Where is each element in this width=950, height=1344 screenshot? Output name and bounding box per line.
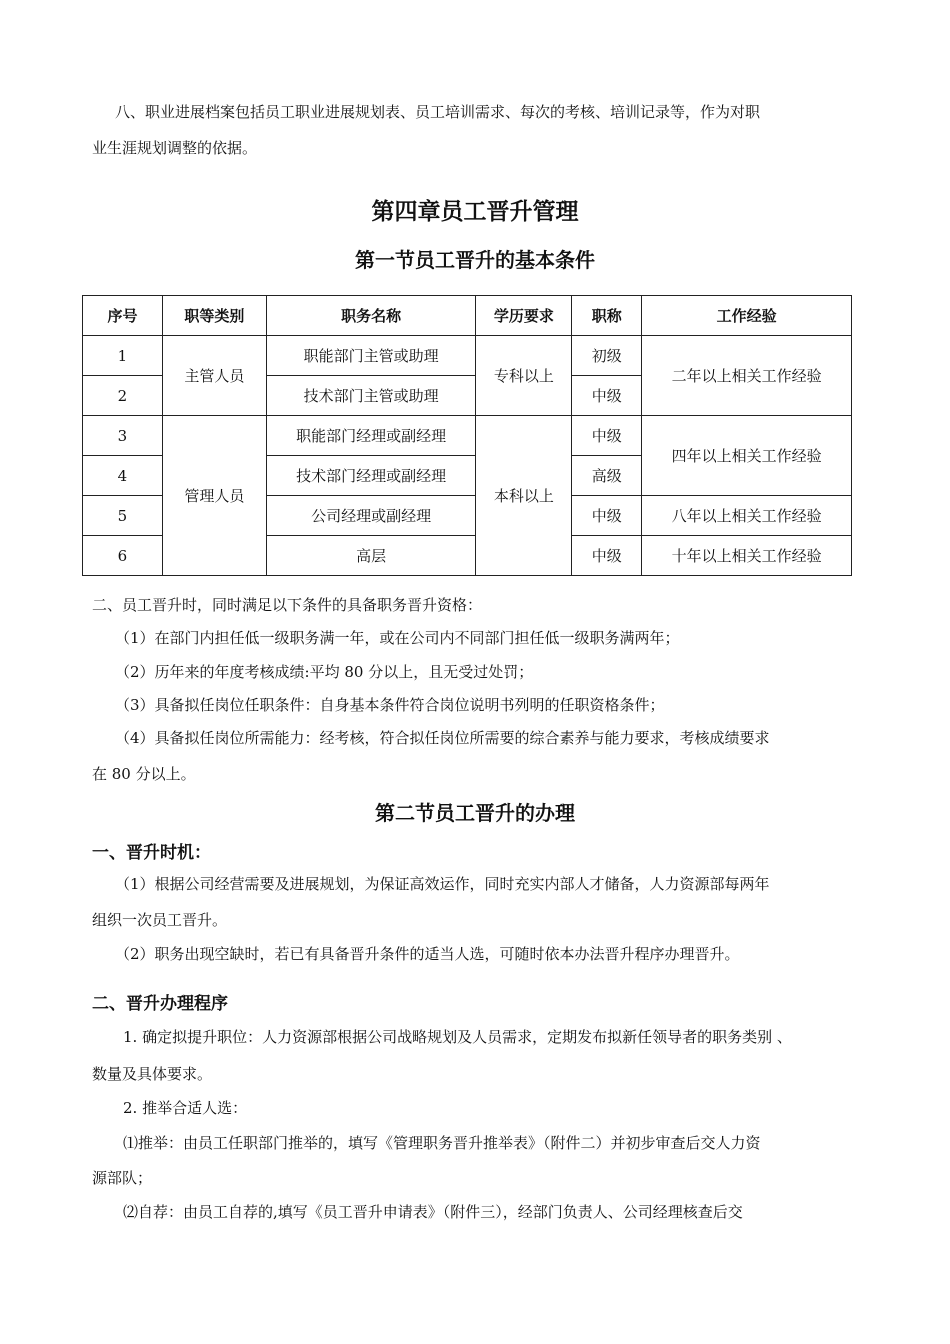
row-number: 2 xyxy=(83,376,163,416)
procedure-step-1-line-2: 数量及具体要求。 xyxy=(92,1065,213,1083)
table-row xyxy=(83,416,852,456)
procedure-step-2b: ⑵自荐：由员工自荐的,填写《员工晋升申请表》（附件三），经部门负责人、公司经理核查后交 xyxy=(123,1203,743,1221)
table-row xyxy=(83,336,852,376)
timing-2: （2）职务出现空缺时，若已有具备晋升条件的适当人选，可随时依本办法晋升程序办理晋升。 xyxy=(115,945,740,963)
timing-1-line-1: （1）根据公司经营需要及进展规划，为保证高效运作，同时充实内部人才储备，人力资源部每两年 xyxy=(115,875,770,893)
row-number: 3 xyxy=(83,416,163,456)
header-cell: 工作经验 xyxy=(642,296,852,336)
education-cell: 专科以上 xyxy=(476,336,572,416)
conditions-lead: 二、员工晋升时，同时满足以下条件的具备职务晋升资格： xyxy=(92,596,483,614)
title-cell: 初级 xyxy=(572,336,642,376)
timing-1-line-2: 组织一次员工晋升。 xyxy=(92,911,228,929)
chapter-title: 第四章员工晋升管理 xyxy=(371,199,579,225)
title-cell: 中级 xyxy=(572,416,642,456)
title-cell: 中级 xyxy=(572,376,642,416)
row-number: 1 xyxy=(83,336,163,376)
education-cell: 本科以上 xyxy=(476,416,572,576)
title-cell: 中级 xyxy=(572,496,642,536)
title-cell: 高级 xyxy=(572,456,642,496)
experience-cell: 八年以上相关工作经验 xyxy=(642,496,852,536)
position-cell: 职能部门经理或副经理 xyxy=(266,416,476,456)
procedure-heading: 二、晋升办理程序 xyxy=(92,994,228,1014)
timing-heading: 一、晋升时机： xyxy=(92,843,211,863)
header-cell: 职务名称 xyxy=(266,296,476,336)
intro-line-1: 八、职业进展档案包括员工职业进展规划表、员工培训需求、每次的考核、培训记录等，作为对职 xyxy=(115,103,761,121)
condition-4-line-1: （4）具备拟任岗位所需能力：经考核，符合拟任岗位所需要的综合素养与能力要求，考核成绩要求 xyxy=(115,729,770,747)
condition-4-line-2: 在 80 分以上。 xyxy=(92,765,196,783)
row-number: 4 xyxy=(83,456,163,496)
position-cell: 技术部门经理或副经理 xyxy=(266,456,476,496)
procedure-step-2a-line-2: 源部队； xyxy=(92,1169,153,1187)
header-cell: 职称 xyxy=(572,296,642,336)
row-number: 6 xyxy=(83,536,163,576)
category-cell: 主管人员 xyxy=(162,336,266,416)
experience-cell: 四年以上相关工作经验 xyxy=(642,416,852,496)
category-cell: 管理人员 xyxy=(162,416,266,576)
header-cell: 学历要求 xyxy=(476,296,572,336)
condition-1: （1）在部门内担任低一级职务满一年，或在公司内不同部门担任低一级职务满两年； xyxy=(115,629,680,647)
procedure-step-2a-line-1: ⑴推举：由员工任职部门推举的，填写《管理职务晋升推举表》（附件二）并初步审查后交人力资 xyxy=(123,1134,761,1152)
procedure-step-2: 2. 推举合适人选： xyxy=(123,1099,248,1117)
procedure-step-1-line-1: 1. 确定拟提升职位：人力资源部根据公司战略规划及人员需求，定期发布拟新任领导者的职务类别 、 xyxy=(123,1028,792,1046)
header-cell: 序号 xyxy=(83,296,163,336)
section-title-2: 第二节员工晋升的办理 xyxy=(375,801,575,825)
position-cell: 高层 xyxy=(266,536,476,576)
title-cell: 中级 xyxy=(572,536,642,576)
condition-3: （3）具备拟任岗位任职条件：自身基本条件符合岗位说明书列明的任职资格条件； xyxy=(115,696,665,714)
section-title-1: 第一节员工晋升的基本条件 xyxy=(355,248,595,272)
experience-cell: 十年以上相关工作经验 xyxy=(642,536,852,576)
table-header-row xyxy=(83,296,852,336)
position-cell: 技术部门主管或助理 xyxy=(266,376,476,416)
row-number: 5 xyxy=(83,496,163,536)
position-cell: 公司经理或副经理 xyxy=(266,496,476,536)
promotion-conditions-table xyxy=(82,295,852,576)
position-cell: 职能部门主管或助理 xyxy=(266,336,476,376)
header-cell: 职等类别 xyxy=(162,296,266,336)
intro-line-2: 业生涯规划调整的依据。 xyxy=(92,139,258,157)
experience-cell: 二年以上相关工作经验 xyxy=(642,336,852,416)
condition-2: （2）历年来的年度考核成绩:平均 80 分以上，且无受过处罚； xyxy=(115,663,534,681)
